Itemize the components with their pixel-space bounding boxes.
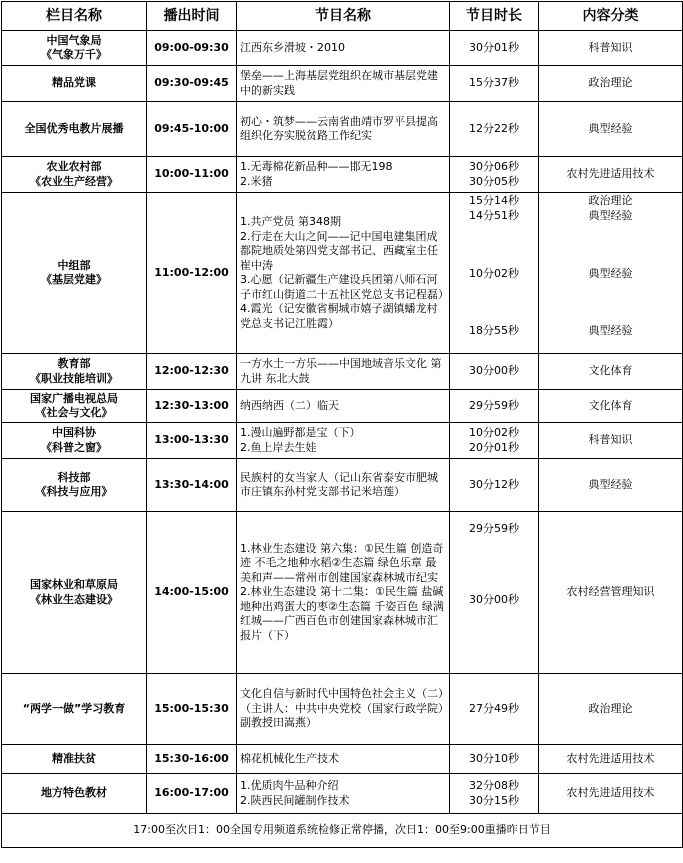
category-item: 政治理论: [588, 194, 633, 207]
category-cell: 农村经营管理知识: [539, 512, 683, 674]
time-cell: 10:00-11:00: [147, 157, 237, 193]
duration-cell: 30分10秒: [450, 745, 539, 774]
footer-row: [2, 814, 683, 848]
table-row: [2, 459, 683, 512]
table-row: [2, 354, 683, 390]
program-cell: 1.无毒棉花新品种——邯无198 2.米猪: [237, 157, 450, 193]
table-row: [2, 31, 683, 66]
channel-cell: 科技部 《科技与应用》: [2, 459, 147, 512]
time-cell: 14:00-15:00: [147, 512, 237, 674]
footer-note: 17:00至次日1：00全国专用频道系统检修正常停播，次日1：00至9:00重播昨日节目: [2, 814, 683, 848]
table-row: [2, 157, 683, 193]
time-cell: 15:00-15:30: [147, 674, 237, 745]
table-row: [2, 774, 683, 814]
channel-cell: “两学一做”学习教育: [2, 674, 147, 745]
table-row: [2, 423, 683, 459]
category-cell: 农村先进适用技术: [539, 745, 683, 774]
time-cell: 11:00-12:00: [147, 193, 237, 354]
time-cell: 09:30-09:45: [147, 66, 237, 102]
program-cell: [237, 512, 450, 674]
program-item: 3.心愿（记新疆生产建设兵团第八师石河子市红山街道二十五社区党总支书记程磊）: [240, 273, 449, 301]
channel-cell: 地方特色教材: [2, 774, 147, 814]
program-item: 4.霞光（记安徽省桐城市嬉子湖镇蟠龙村党总支书记江胜霞）: [240, 302, 438, 330]
channel-cell: 精品党课: [2, 66, 147, 102]
category-cell: 典型经验: [539, 102, 683, 157]
time-cell: 16:00-17:00: [147, 774, 237, 814]
program-cell: 1.优质肉牛品种介绍 2.陕西民间罐制作技术: [237, 774, 450, 814]
time-cell: 09:45-10:00: [147, 102, 237, 157]
category-item: 典型经验: [588, 267, 633, 280]
program-cell: 棉花机械化生产技术: [237, 745, 450, 774]
channel-cell: 中国气象局 《气象万千》: [2, 31, 147, 66]
program-item: 2.林业生态建设 第十二集：①民生篇 盐碱地种出鸡蛋大的枣②生态篇 千姿百色 绿满红城——广西百色市创建国家森林城市汇报片（下）: [240, 585, 444, 642]
table-row: [2, 193, 683, 354]
category-cell: 政治理论: [539, 674, 683, 745]
header-time: 播出时间: [147, 2, 237, 31]
channel-cell: 国家林业和草原局 《林业生态建设》: [2, 512, 147, 674]
program-cell: 江西东乡滑坡・2010: [237, 31, 450, 66]
channel-cell: 教育部 《职业技能培训》: [2, 354, 147, 390]
table-row: [2, 674, 683, 745]
program-item: 1.林业生态建设 第六集：①民生篇 创造奇迹 不毛之地种水稻②生态篇 绿色乐章 最美和声——常州市创建国家森林城市纪实: [240, 541, 444, 584]
duration-cell: 30分06秒 30分05秒: [450, 157, 539, 193]
duration-cell: 15分37秒: [450, 66, 539, 102]
duration-item: 18分55秒: [469, 324, 519, 337]
category-item: 典型经验: [588, 324, 633, 337]
category-cell: 文化体育: [539, 390, 683, 423]
program-cell: 堡垒——上海基层党组织在城市基层党建中的新实践: [237, 66, 450, 102]
schedule-table: [1, 1, 683, 848]
program-item: 1.共产党员 第348期: [240, 215, 341, 228]
channel-cell: 农业农村部 《农业生产经营》: [2, 157, 147, 193]
time-cell: 13:00-13:30: [147, 423, 237, 459]
table-row: [2, 745, 683, 774]
duration-cell: [450, 193, 539, 354]
program-cell: 民族村的女当家人（记山东省泰安市肥城市庄镇东孙村党支部书记米培莲）: [237, 459, 450, 512]
header-category: 内容分类: [539, 2, 683, 31]
time-cell: 12:30-13:00: [147, 390, 237, 423]
duration-item: 30分00秒: [469, 593, 519, 606]
program-cell: 1.漫山遍野都是宝（下） 2.鱼上岸去生娃: [237, 423, 450, 459]
duration-item: 14分51秒: [469, 209, 519, 222]
table-row: [2, 66, 683, 102]
category-cell: 科普知识: [539, 423, 683, 459]
time-cell: 09:00-09:30: [147, 31, 237, 66]
time-cell: 13:30-14:00: [147, 459, 237, 512]
program-cell: [237, 193, 450, 354]
table-row: [2, 390, 683, 423]
category-cell: 典型经验: [539, 459, 683, 512]
channel-cell: 精准扶贫: [2, 745, 147, 774]
duration-item: 10分02秒: [469, 267, 519, 280]
duration-cell: 30分12秒: [450, 459, 539, 512]
header-row: [2, 2, 683, 31]
table-row: [2, 512, 683, 674]
table-row: [2, 102, 683, 157]
program-item: 2.行走在大山之间——记中国电建集团成都院地质处第四党支部书记、西藏室主任崔中涛: [240, 229, 438, 272]
program-cell: 文化自信与新时代中国特色社会主义（二）（主讲人：中共中央党校（国家行政学院）副教授田嵩燕）: [237, 674, 450, 745]
header-program: 节目名称: [237, 2, 450, 31]
duration-cell: 29分59秒: [450, 390, 539, 423]
duration-cell: 10分02秒 20分01秒: [450, 423, 539, 459]
program-cell: 纳西纳西（二）临天: [237, 390, 450, 423]
category-cell: 政治理论: [539, 66, 683, 102]
program-cell: 一方水土一方乐——中国地域音乐文化 第九讲 东北大鼓: [237, 354, 450, 390]
channel-cell: 全国优秀电教片展播: [2, 102, 147, 157]
category-item: 典型经验: [588, 209, 633, 222]
category-cell: 科普知识: [539, 31, 683, 66]
time-cell: 15:30-16:00: [147, 745, 237, 774]
duration-cell: 12分22秒: [450, 102, 539, 157]
duration-cell: 32分08秒 30分15秒: [450, 774, 539, 814]
category-cell: [539, 193, 683, 354]
duration-cell: 30分01秒: [450, 31, 539, 66]
category-cell: 农村先进适用技术: [539, 774, 683, 814]
time-cell: 12:00-12:30: [147, 354, 237, 390]
program-cell: 初心・筑梦——云南省曲靖市罗平县提高组织化夯实脱贫路工作纪实: [237, 102, 450, 157]
channel-cell: 国家广播电视总局 《社会与文化》: [2, 390, 147, 423]
duration-item: 29分59秒: [469, 522, 519, 535]
channel-cell: 中国科协 《科普之窗》: [2, 423, 147, 459]
category-cell: 文化体育: [539, 354, 683, 390]
header-duration: 节目时长: [450, 2, 539, 31]
header-channel: 栏目名称: [2, 2, 147, 31]
category-cell: 农村先进适用技术: [539, 157, 683, 193]
channel-cell: 中组部 《基层党建》: [2, 193, 147, 354]
duration-item: 15分14秒: [469, 194, 519, 207]
duration-cell: 30分00秒: [450, 354, 539, 390]
duration-cell: 27分49秒: [450, 674, 539, 745]
duration-cell: [450, 512, 539, 674]
